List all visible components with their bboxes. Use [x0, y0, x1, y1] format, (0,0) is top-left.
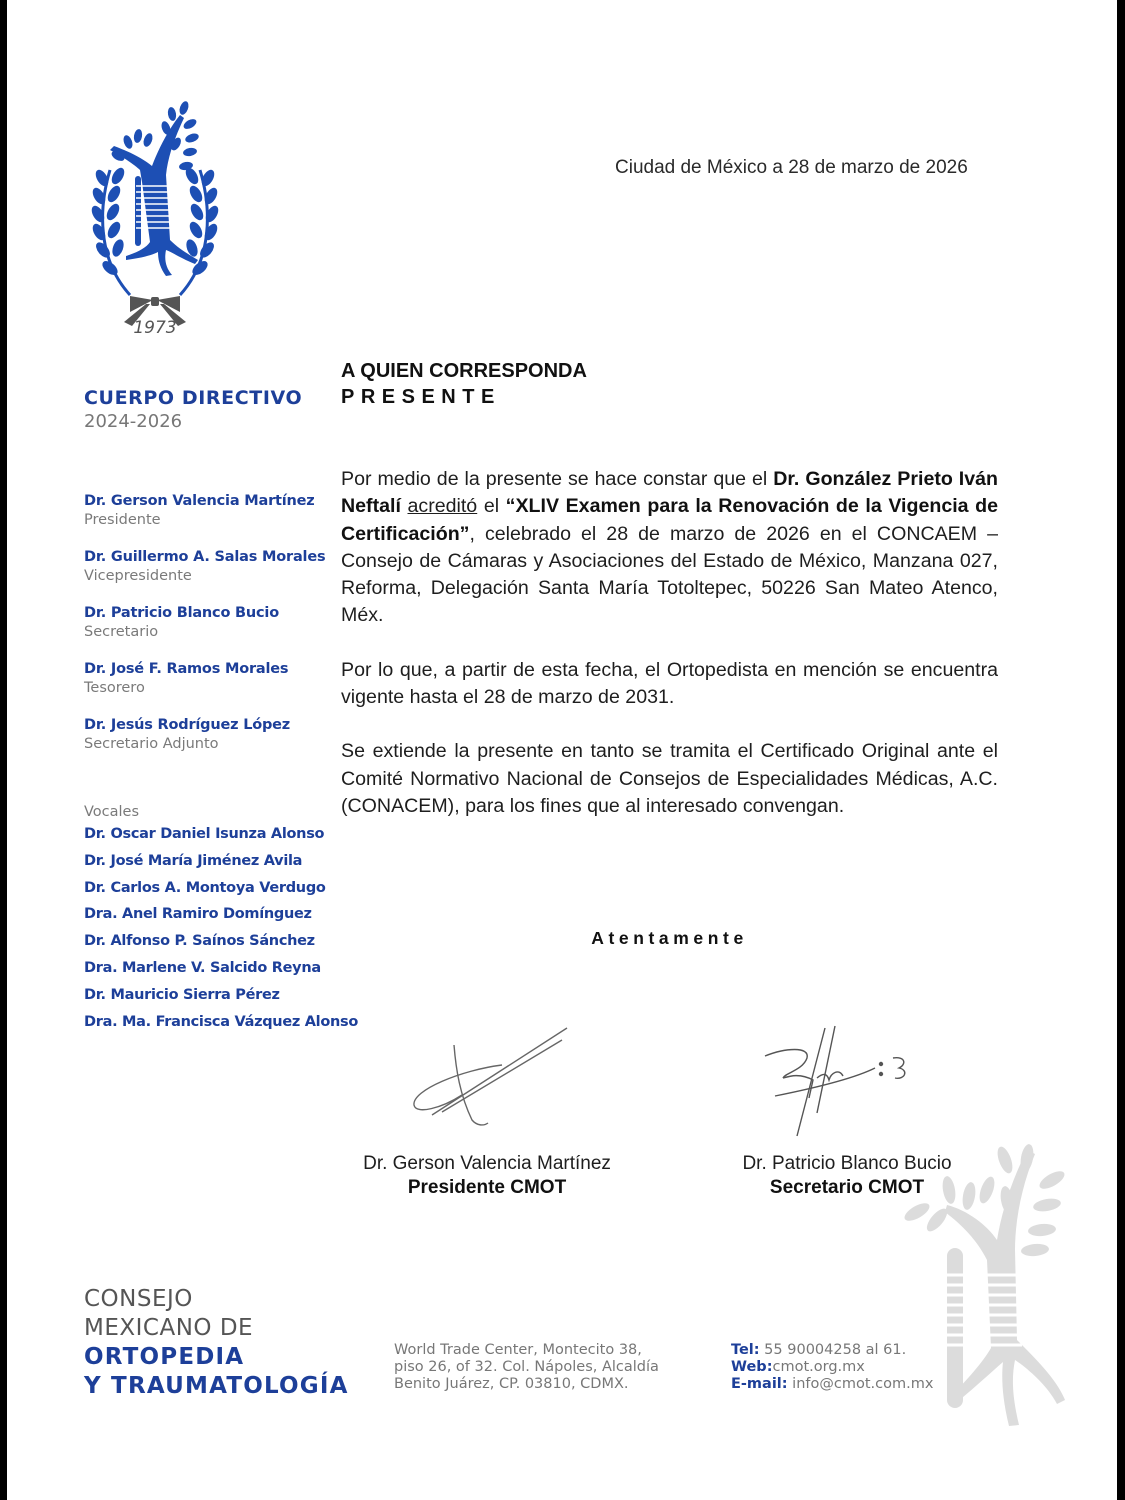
- org-line: ORTOPEDIA: [84, 1344, 245, 1370]
- board-member: [84, 604, 344, 642]
- contact-email: [731, 1376, 933, 1393]
- footer-contact: [731, 1342, 933, 1393]
- vocal-name: Dr. Alfonso P. Saínos Sánchez: [84, 933, 315, 950]
- address-line: Benito Juárez, CP. 03810, CDMX.: [394, 1376, 629, 1392]
- p1-text: el: [477, 495, 506, 518]
- tel-value: 55 90004258 al 61.: [759, 1342, 907, 1358]
- cmot-logo-icon: [80, 100, 230, 340]
- email-link[interactable]: info@cmot.com.mx: [787, 1376, 934, 1392]
- vocales-list: [84, 803, 359, 1035]
- signer-name: Dr. Patricio Blanco Bucio: [742, 1153, 952, 1174]
- org-line: CONSEJO: [84, 1286, 193, 1312]
- address-line: piso 26, of 32. Col. Nápoles, Alcaldía: [394, 1359, 659, 1375]
- member-role: Tesorero: [84, 680, 145, 696]
- signer-title: Presidente CMOT: [407, 1177, 567, 1198]
- board-member: [84, 548, 344, 586]
- presente: PRESENTE: [341, 386, 501, 408]
- footer-address: [394, 1342, 659, 1393]
- accredited-word: acreditó: [407, 495, 478, 518]
- member-role: Presidente: [84, 512, 161, 528]
- board-years: 2024-2026: [84, 411, 183, 432]
- address-line: World Trade Center, Montecito 38,: [394, 1342, 642, 1358]
- tel-label: Tel:: [731, 1342, 760, 1358]
- signer-name: Dr. Gerson Valencia Martínez: [363, 1153, 611, 1174]
- vocal-name: Dr. Oscar Daniel Isunza Alonso: [84, 826, 325, 842]
- email-label: E-mail:: [731, 1376, 788, 1392]
- signature-president: [402, 1020, 582, 1130]
- signer-president: [337, 1152, 637, 1200]
- vocal-name: Dra. Anel Ramiro Domínguez: [84, 906, 312, 923]
- letter-body: [341, 466, 998, 847]
- p1-text: [401, 495, 408, 517]
- web-label: Web:: [731, 1359, 773, 1375]
- member-name: Dr. Patricio Blanco Bucio: [84, 605, 279, 621]
- signer-title: Secretario CMOT: [769, 1177, 925, 1198]
- board-member: [84, 660, 344, 698]
- vocales-label: Vocales: [84, 804, 140, 820]
- signer-secretary: [697, 1152, 997, 1200]
- web-link[interactable]: cmot.org.mx: [772, 1359, 865, 1375]
- vocal-name: Dr. Carlos A. Montoya Verdugo: [84, 879, 326, 896]
- board-title: CUERPO DIRECTIVO: [84, 387, 303, 409]
- member-name: Dr. Guillermo A. Salas Morales: [84, 549, 326, 565]
- member-name: Dr. Jesús Rodríguez López: [84, 717, 291, 733]
- vocal-name: Dr. Mauricio Sierra Pérez: [84, 986, 280, 1003]
- p1-text: Por medio de la presente se hace constar que el: [341, 468, 774, 490]
- vocal-name: Dra. Marlene V. Salcido Reyna: [84, 959, 321, 976]
- paragraph-3: Se extiende la presente en tanto se tramita el Certificado Original ante el Comité Normativo Nacional de Consejos de Especialidades Médicas, A.C. (CONACEM), para los fines que al interesado convengan.: [341, 740, 998, 817]
- member-role: Vicepresidente: [84, 568, 192, 584]
- vocal-name: Dr. José María Jiménez Avila: [84, 852, 303, 869]
- closing: Atentamente: [591, 928, 748, 948]
- member-role: Secretario: [84, 624, 159, 640]
- org-line: MEXICANO DE: [84, 1315, 254, 1341]
- doctor-name: Dr. González Prieto Iván Neftalí: [341, 468, 999, 518]
- paragraph-2: Por lo que, a partir de esta fecha, el Ortopedista en mención se encuentra vigente hasta el 28 de marzo de 2031.: [341, 658, 998, 709]
- vocal-name: Dra. Ma. Francisca Vázquez Alonso: [84, 1013, 359, 1030]
- footer-org-name: [84, 1285, 349, 1401]
- signature-secretary: [755, 1018, 925, 1140]
- contact-tel: [731, 1342, 933, 1359]
- board-list: [84, 492, 344, 772]
- org-line: Y TRAUMATOLOGÍA: [84, 1373, 349, 1399]
- addressee: A QUIEN CORRESPONDA: [341, 360, 587, 382]
- letter-page: [7, 0, 1117, 1500]
- member-name: Dr. Gerson Valencia Martínez: [84, 493, 315, 509]
- addressee-block: [341, 358, 587, 410]
- date-line: Ciudad de México a 28 de marzo de 2026: [615, 157, 968, 178]
- board-member: [84, 492, 344, 530]
- member-name: Dr. José F. Ramos Morales: [84, 661, 289, 677]
- contact-web: [731, 1359, 933, 1376]
- p1-text: , celebrado el 28 de marzo de 2026 en el CONCAEM – Consejo de Cámaras y Asociaciones del Estado de México, Manzana 027, Reforma, Delegación Santa María Totoltepec, 50226 San Mateo Atenco, Méx.: [341, 522, 998, 627]
- paragraph-1: [341, 466, 998, 630]
- exam-name: “XLIV Examen para la Renovación de la Vigencia de Certificación”: [341, 495, 999, 545]
- member-role: Secretario Adjunto: [84, 736, 219, 752]
- svg-text:1973: 1973: [133, 318, 177, 338]
- board-member: [84, 716, 344, 754]
